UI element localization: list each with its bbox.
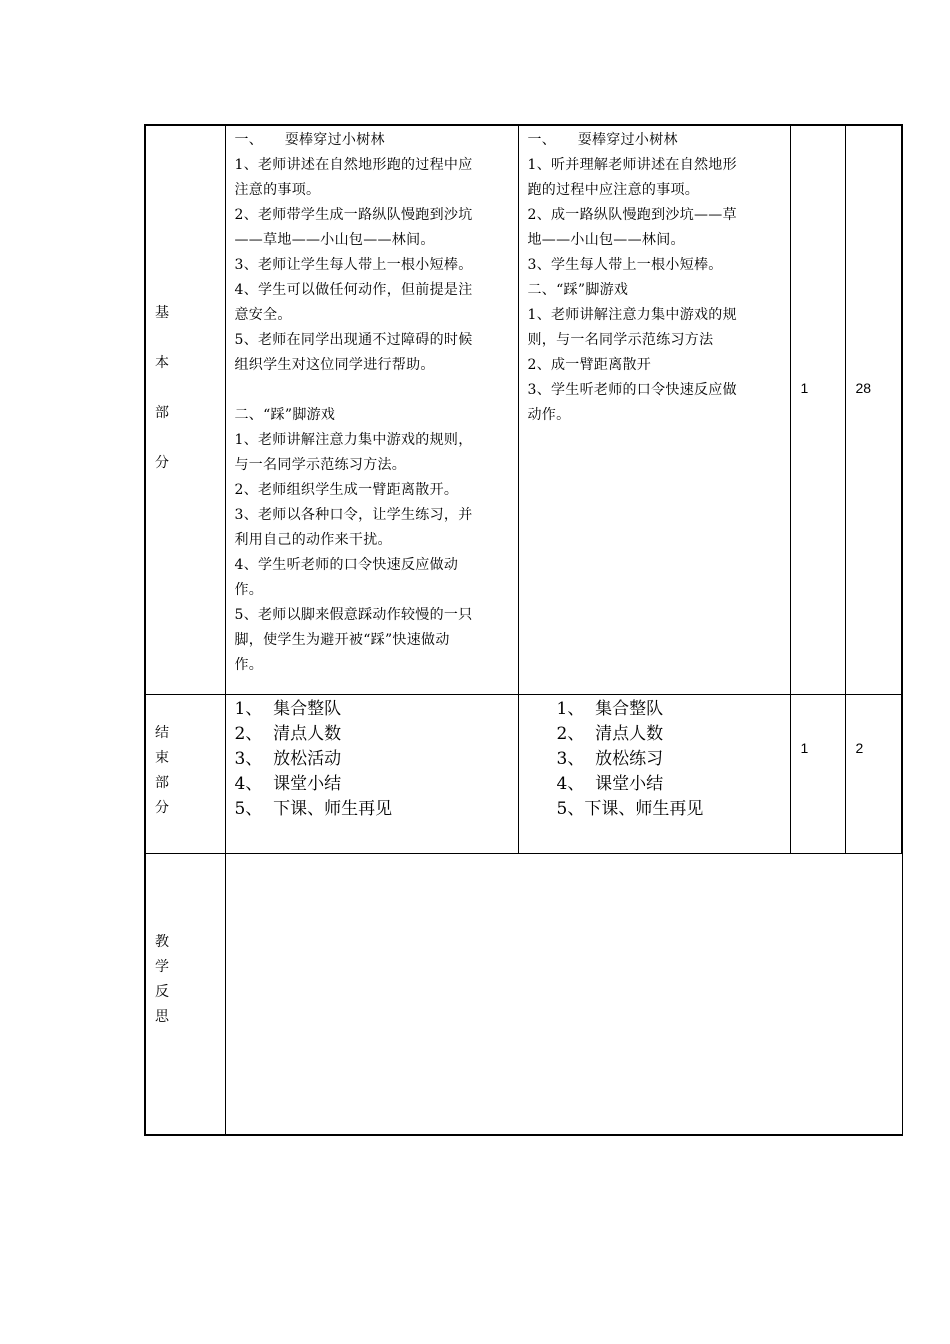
text-line: 4、学生听老师的口令快速反应做动 — [234, 557, 459, 573]
text-line: 1、听并理解老师讲述在自然地形 — [527, 157, 737, 173]
text-line: 意安全。 — [234, 307, 292, 323]
ending-section-label — [146, 695, 225, 821]
text-line: 地——小山包——林间。 — [527, 232, 685, 248]
label-char: 思 — [155, 1009, 169, 1025]
text-line — [235, 378, 512, 403]
label-char: 结 — [155, 725, 169, 741]
text-line: ——草地——小山包——林间。 — [234, 232, 435, 248]
ending-teacher-activity-cell — [225, 695, 518, 854]
ending-section-row — [145, 695, 902, 854]
text-line: 动作。 — [527, 407, 571, 423]
text-line: 5、老师在同学出现通不过障碍的时候 — [234, 332, 473, 348]
basic-section-label-cell — [145, 125, 225, 695]
basic-student-activity-cell — [518, 125, 790, 695]
label-char: 分 — [155, 800, 169, 816]
basic-teacher-activity-cell — [225, 125, 518, 695]
text-line: 利用自己的动作来干扰。 — [234, 532, 392, 548]
text-line: 注意的事项。 — [234, 182, 321, 198]
text-line: 5、老师以脚来假意踩动作较慢的一只 — [234, 607, 473, 623]
text-line: 一、 耍棒穿过小树林 — [527, 132, 678, 148]
basic-teacher-activity-text — [226, 126, 518, 678]
basic-times-value: 1 — [800, 380, 809, 396]
text-line: 3、 放松练习 — [556, 749, 664, 769]
text-line: 2、 清点人数 — [234, 724, 342, 744]
ending-count-value: 2 — [855, 740, 864, 756]
label-char: 本 — [155, 355, 169, 371]
text-line: 则，与一名同学示范练习方法 — [527, 332, 714, 348]
text-line: 一、 耍棒穿过小树林 — [234, 132, 385, 148]
basic-times-cell — [790, 125, 845, 695]
label-char: 部 — [155, 775, 169, 791]
text-line: 3、学生听老师的口令快速反应做 — [527, 382, 737, 398]
text-line: 3、 放松活动 — [234, 749, 342, 769]
text-line: 2、老师带学生成一路纵队慢跑到沙坑 — [234, 207, 473, 223]
ending-student-activity-cell — [518, 695, 790, 854]
text-line: 组织学生对这位同学进行帮助。 — [234, 357, 435, 373]
text-line: 3、老师让学生每人带上一根小短棒。 — [234, 257, 473, 273]
text-line: 1、老师讲解注意力集中游戏的规 — [527, 307, 737, 323]
basic-section-row — [145, 125, 902, 695]
basic-section-label — [146, 126, 225, 476]
reflection-section-row — [145, 854, 902, 1136]
ending-teacher-activity-text — [226, 695, 518, 822]
reflection-section-label — [146, 854, 225, 1030]
ending-count-cell — [845, 695, 902, 854]
text-line: 1、老师讲解注意力集中游戏的规则， — [234, 432, 473, 448]
text-line: 4、 课堂小结 — [234, 774, 342, 794]
text-line: 二、“踩”脚游戏 — [527, 282, 629, 298]
text-line: 4、 课堂小结 — [556, 774, 664, 794]
ending-times-cell — [790, 695, 845, 854]
text-line: 1、 集合整队 — [556, 699, 664, 719]
basic-count-value: 28 — [855, 380, 872, 396]
label-char: 部 — [155, 405, 169, 421]
text-line: 与一名同学示范练习方法。 — [234, 457, 407, 473]
label-char: 分 — [155, 455, 169, 471]
text-line: 2、老师组织学生成一臂距离散开。 — [234, 482, 459, 498]
text-line: 1、 集合整队 — [234, 699, 342, 719]
text-line: 二、“踩”脚游戏 — [234, 407, 336, 423]
label-char: 教 — [155, 934, 169, 950]
text-line: 1、老师讲述在自然地形跑的过程中应 — [234, 157, 473, 173]
text-line: 2、成一路纵队慢跑到沙坑——草 — [527, 207, 737, 223]
label-char: 束 — [155, 750, 169, 766]
text-line: 2、 清点人数 — [556, 724, 664, 744]
text-line: 5、 下课、师生再见 — [234, 799, 393, 819]
reflection-section-label-cell — [145, 854, 225, 1136]
text-line: 5、下课、师生再见 — [556, 799, 704, 819]
label-char: 基 — [155, 305, 169, 321]
label-char: 学 — [155, 959, 169, 975]
basic-count-cell — [845, 125, 902, 695]
text-line: 脚，使学生为避开被“踩”快速做动 — [234, 632, 450, 648]
text-line: 跑的过程中应注意的事项。 — [527, 182, 700, 198]
ending-section-label-cell — [145, 695, 225, 854]
basic-student-activity-text — [519, 126, 790, 428]
text-line: 作。 — [234, 657, 264, 673]
reflection-content-cell[interactable] — [225, 854, 902, 1136]
text-line: 3、老师以各种口令，让学生练习，并 — [234, 507, 473, 523]
ending-times-value: 1 — [800, 740, 809, 756]
label-char: 反 — [155, 984, 169, 1000]
ending-student-activity-text — [519, 695, 790, 822]
text-line: 作。 — [234, 582, 264, 598]
text-line: 2、成一臂距离散开 — [527, 357, 652, 373]
text-line: 3、学生每人带上一根小短棒。 — [527, 257, 723, 273]
lesson-plan-table — [144, 124, 903, 1136]
text-line: 4、学生可以做任何动作，但前提是注 — [234, 282, 473, 298]
